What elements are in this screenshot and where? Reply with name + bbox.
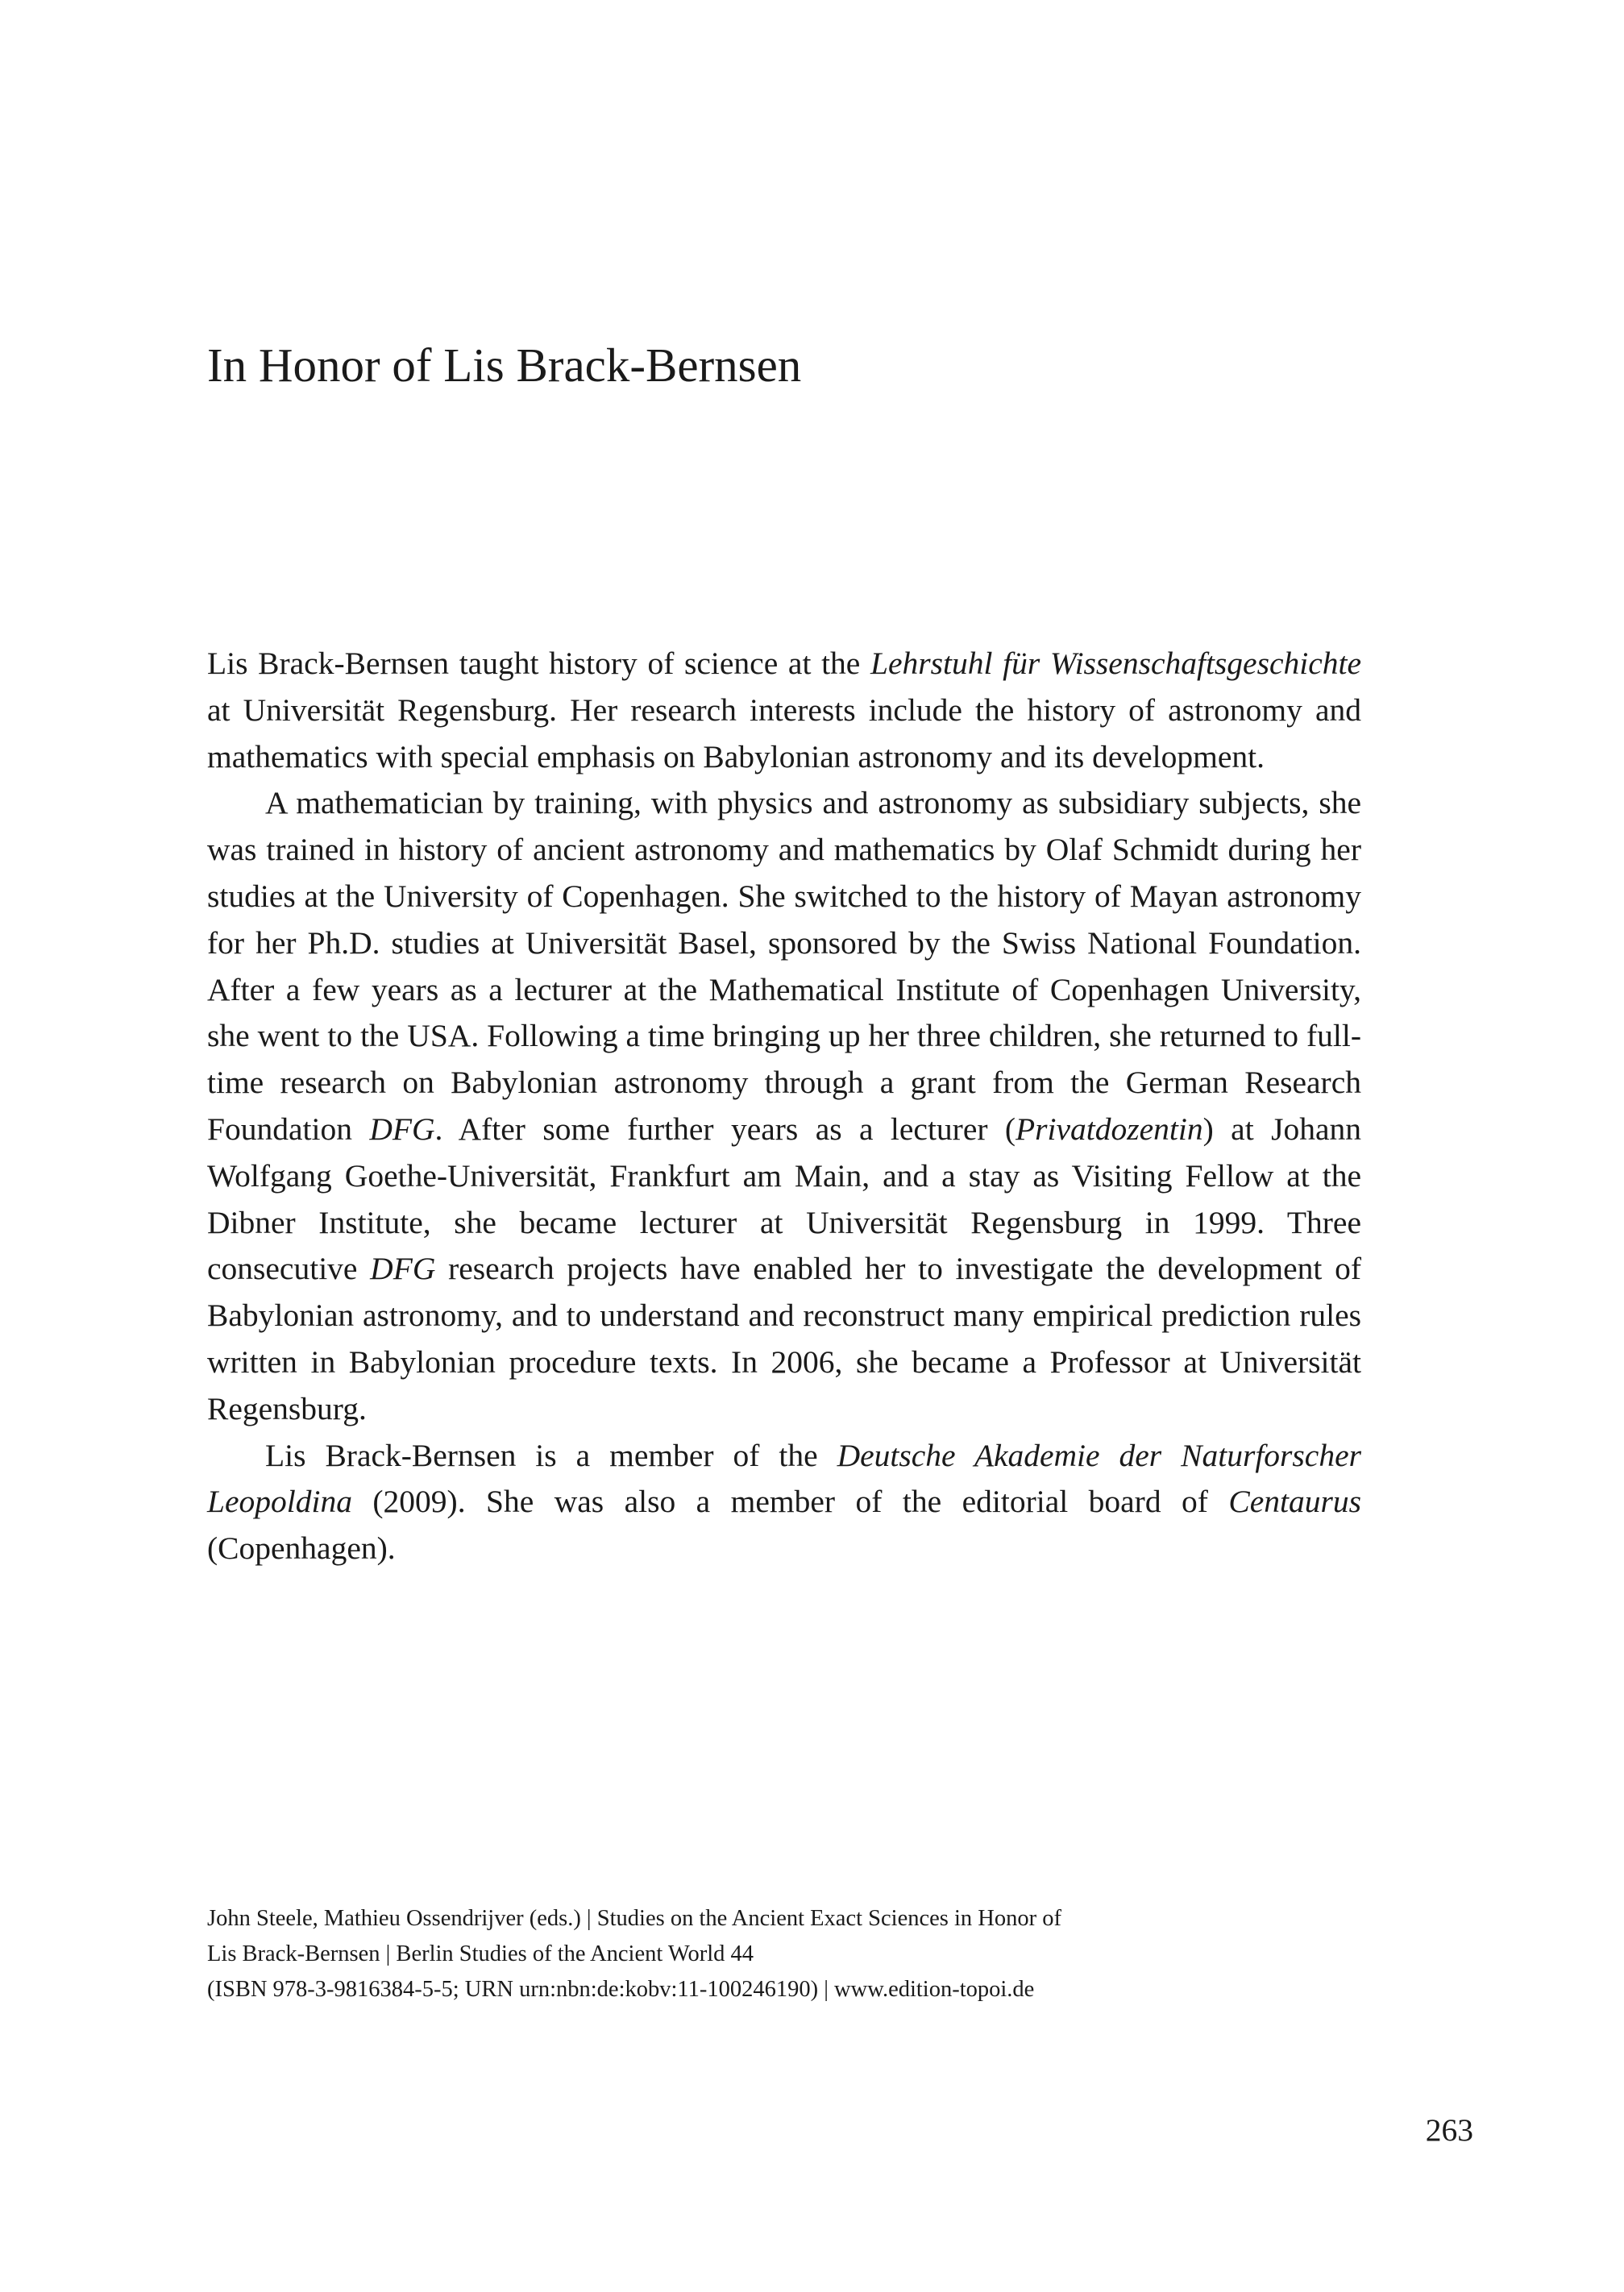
- text-run: . After some further years as a lecturer (: [434, 1111, 1016, 1147]
- italic-term: Centaurus: [1228, 1484, 1361, 1520]
- italic-term: Deutsche Akademie der Naturforscher Leopoldina: [207, 1437, 1361, 1520]
- italic-term: DFG: [370, 1251, 436, 1287]
- page-title: In Honor of Lis Brack-Bernsen: [207, 338, 802, 392]
- italic-term: DFG: [369, 1111, 435, 1147]
- italic-term: Privatdozentin: [1016, 1111, 1203, 1147]
- text-run: (Copenhagen).: [207, 1530, 396, 1567]
- footnote-line-editors: John Steele, Mathieu Ossendrijver (eds.) | Studies on the Ancient Exact Sciences in Honor of: [207, 1906, 1061, 1931]
- paragraph-memberships: [207, 1433, 1361, 1572]
- body-text: [207, 641, 1361, 1572]
- text-run: ) at Johann Wolfgang Goethe-Universität, Frankfurt am Main, and a stay as Visiting Fellow at the Dibner Institute, she became lecturer at Universität Regensburg in 1999. Three consecutive: [207, 1111, 1361, 1287]
- text-run: at Universität Regensburg. Her research interests include the history of astronomy and mathematics with special emphasis on Babylonian astronomy and its development.: [207, 691, 1361, 774]
- footnote-line-series: Lis Brack-Bernsen | Berlin Studies of the Ancient World 44: [207, 1941, 754, 1966]
- paragraph-career: [207, 780, 1361, 1432]
- footnote-line-isbn: (ISBN 978-3-9816384-5-5; URN urn:nbn:de:kobv:11-100246190) | www.edition-topoi.de: [207, 1977, 1035, 2002]
- publication-footnote: [207, 1901, 1335, 2008]
- paragraph-intro: [207, 641, 1361, 780]
- text-run: Lis Brack-Bernsen is a member of the: [265, 1437, 837, 1473]
- text-run: research projects have enabled her to investigate the development of Babylonian astronomy, and to understand and reconstruct many empirical prediction rules written in Babylonian procedure texts. In 2006, she became a Professor at Universität Regensburg.: [207, 1251, 1361, 1426]
- text-run: (2009). She was also a member of the editorial board of: [351, 1484, 1229, 1520]
- text-run: A mathematician by training, with physics and astronomy as subsidiary subjects, she was trained in history of ancient astronomy and mathematics by Olaf Schmidt during her studies at the University of Copenhagen. She switched to the history of Mayan astronomy for her Ph.D. studies at Universität Basel, sponsored by the Swiss National Foundation. After a few years as a lecturer at the Mathematical Institute of Copenhagen University, she went to the USA. Following a time bringing up her three children, she returned to full-time research on Babylonian astronomy through a grant from the German Research Foundation: [207, 785, 1361, 1147]
- page-number: 263: [1425, 2112, 1473, 2148]
- text-run: Lis Brack-Bernsen taught history of science at the: [207, 646, 870, 681]
- italic-term: Lehrstuhl für Wissenschaftsgeschichte: [870, 646, 1362, 681]
